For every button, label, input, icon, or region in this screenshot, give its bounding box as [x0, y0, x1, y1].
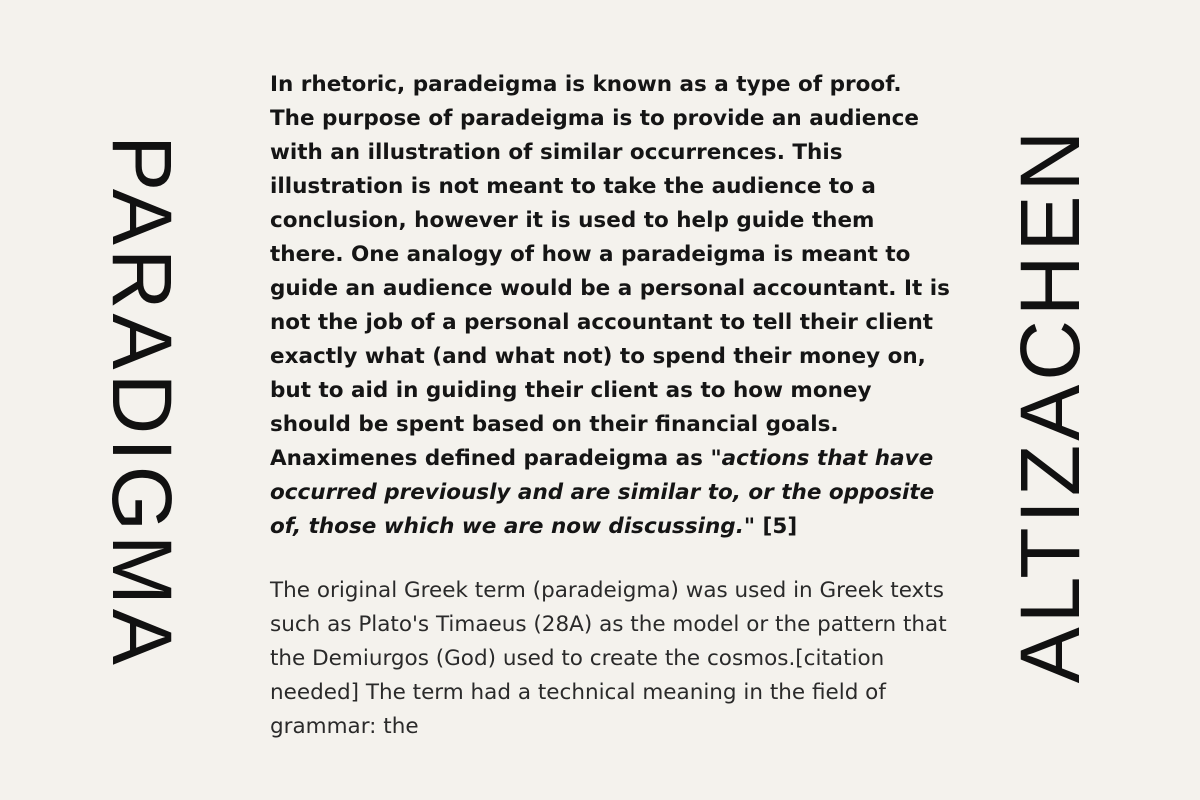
- bold-paragraph: [270, 68, 950, 544]
- vertical-title-left: PARADIGMA: [95, 135, 189, 669]
- quote-text: "actions that have occurred previously and are similar to, or the opposite of, those which we are now discussing.": [270, 446, 935, 539]
- paragraph-lead-text: In rhetoric, paradeigma is known as a type of proof. The purpose of paradeigma is to provide an audience with an illustration of similar occurrences. This illustration is not meant to take the audience to a conclusion, however it is used to help guide them there. One analogy of how a paradeigma is meant to guide an audience would be a personal accountant. It is not the job of a personal accountant to tell their client exactly what (and what not) to spend their money on, but to aid in guiding their client as to how money should be spent based on their financial goals. Anaximenes defined paradeigma as: [270, 72, 950, 471]
- vertical-title-right: ALTIZACHEN: [1003, 126, 1097, 684]
- citation-marker: [5]: [755, 514, 798, 539]
- regular-paragraph: The original Greek term (paradeigma) was used in Greek texts such as Plato's Timaeus (28A) as the model or the pattern that the Demiurgos (God) used to create the cosmos.[citation needed] The term had a technical meaning in the field of grammar: the: [270, 578, 947, 739]
